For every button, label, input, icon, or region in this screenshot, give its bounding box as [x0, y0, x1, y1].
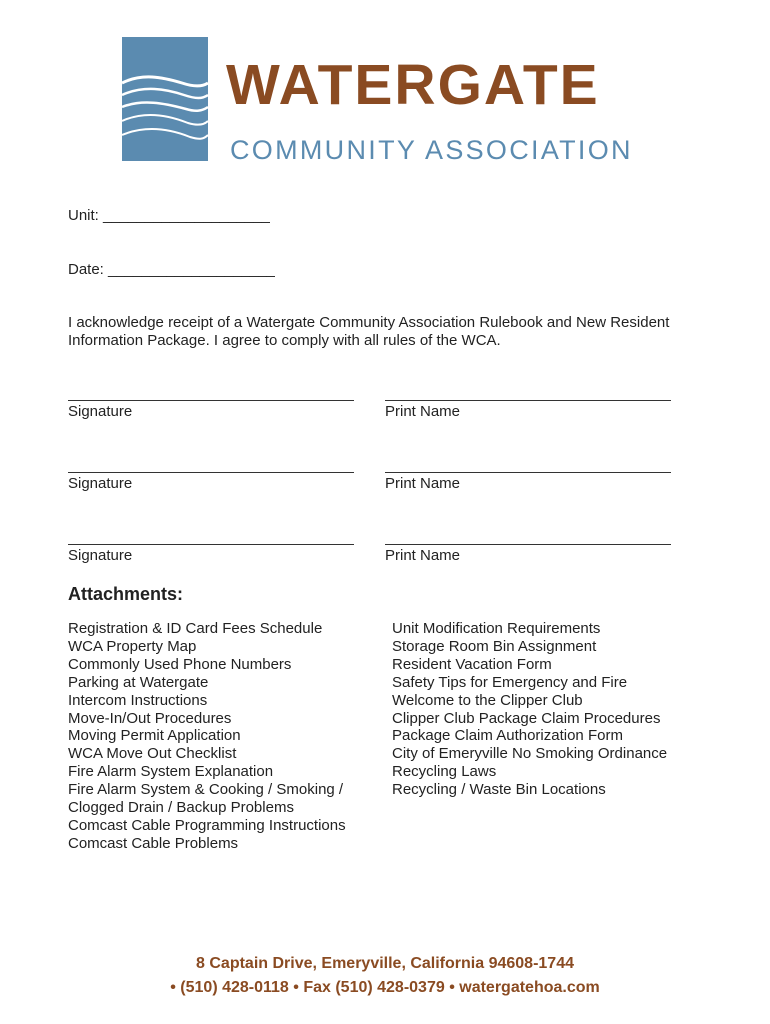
unit-label: Unit: [68, 207, 99, 224]
acknowledgement-text: I acknowledge receipt of a Watergate Community Association Rulebook and New Resident Information Package. I agree to comply with all rules of the WCA. [68, 314, 670, 349]
logo-mark [122, 37, 208, 161]
attachments-heading: Attachments: [68, 584, 184, 604]
signature-line[interactable] [68, 400, 354, 401]
attachments-right-list [392, 620, 667, 799]
list-item: Commonly Used Phone Numbers [68, 655, 292, 673]
list-item: City of Emeryville No Smoking Ordinance [392, 745, 668, 763]
signature-line[interactable] [68, 472, 354, 473]
print-name-label: Print Name [385, 403, 461, 420]
list-item: Storage Room Bin Assignment [392, 637, 597, 655]
date-field [68, 261, 275, 279]
list-item: Fire Alarm System Explanation [68, 763, 274, 781]
list-item: Safety Tips for Emergency and Fire [392, 673, 628, 691]
date-label: Date: [68, 261, 104, 278]
footer-contact: • (510) 428-0118 • Fax (510) 428-0379 • watergatehoa.com [170, 979, 600, 996]
list-item: Moving Permit Application [68, 727, 241, 745]
list-item: Move-In/Out Procedures [68, 709, 232, 727]
date-blank[interactable]: ____________________ [108, 261, 275, 278]
logo-title: WATERGATE [226, 53, 600, 117]
print-name-line[interactable] [385, 400, 671, 401]
list-item: WCA Property Map [68, 637, 197, 655]
list-item: Welcome to the Clipper Club [392, 691, 583, 709]
footer-address: 8 Captain Drive, Emeryville, California 94608-1744 [196, 955, 574, 972]
waves-logo-icon [122, 37, 208, 161]
list-item: Package Claim Authorization Form [392, 727, 623, 745]
list-item: Recycling / Waste Bin Locations [392, 781, 606, 799]
list-item: Fire Alarm System & Cooking / Smoking / [68, 781, 344, 799]
unit-blank[interactable]: ____________________ [103, 207, 270, 224]
logo-subtitle: COMMUNITY ASSOCIATION [230, 135, 633, 165]
list-item: Resident Vacation Form [392, 655, 552, 673]
list-item: Unit Modification Requirements [392, 620, 601, 637]
signature-label: Signature [68, 547, 133, 564]
list-item: Recycling Laws [392, 763, 497, 781]
list-item: Clogged Drain / Backup Problems [68, 799, 294, 817]
list-item: Comcast Cable Programming Instructions [68, 816, 346, 834]
list-item: WCA Move Out Checklist [68, 745, 237, 763]
print-name-label: Print Name [385, 547, 461, 564]
list-item: Parking at Watergate [68, 673, 209, 691]
print-name-line[interactable] [385, 544, 671, 545]
list-item: Clipper Club Package Claim Procedures [392, 709, 661, 727]
list-item: Comcast Cable Problems [68, 834, 239, 852]
signature-label: Signature [68, 475, 133, 492]
print-name-line[interactable] [385, 472, 671, 473]
attachments-left-list [68, 620, 346, 853]
unit-field [68, 207, 270, 225]
print-name-label: Print Name [385, 475, 461, 492]
list-item: Intercom Instructions [68, 691, 208, 709]
signature-line[interactable] [68, 544, 354, 545]
signature-label: Signature [68, 403, 133, 420]
list-item: Registration & ID Card Fees Schedule [68, 620, 323, 637]
